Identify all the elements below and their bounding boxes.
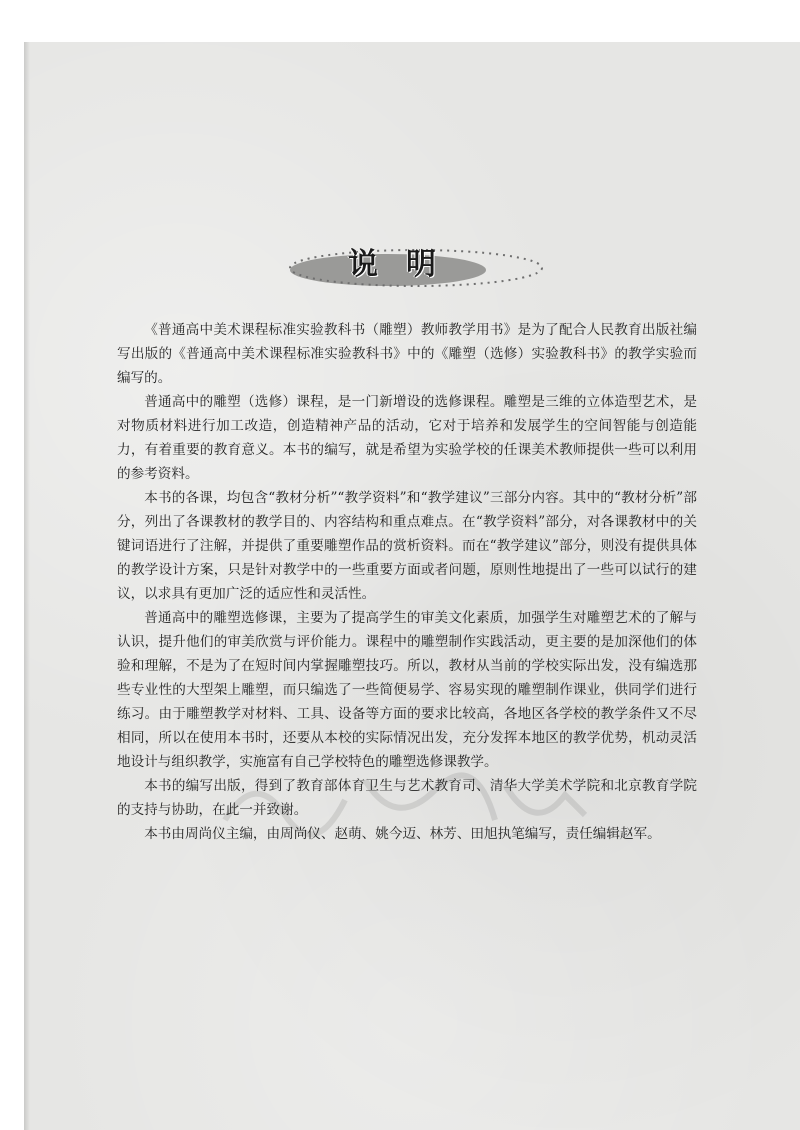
paragraph: 普通高中的雕塑（选修）课程，是一门新增设的选修课程。雕塑是三维的立体造型艺术，是对物质材料进行加工改造，创造精神产品的活动，它对于培养和发展学生的空间智能与创造能力，有着重要的教育意义。本书的编写，就是希望为实验学校的任课美术教师提供一些可以利用的参考资料。 xyxy=(117,394,697,482)
body-text xyxy=(117,318,697,846)
paragraph: 普通高中的雕塑选修课，主要为了提高学生的审美文化素质，加强学生对雕塑艺术的了解与认识，提升他们的审美欣赏与评价能力。课程中的雕塑制作实践活动，更主要的是加深他们的体验和理解，不是为了在短时间内掌握雕塑技巧。所以，教材从当前的学校实际出发，没有编选那些专业性的大型架上雕塑，而只编选了一些简便易学、容易实现的雕塑制作课业，供同学们进行练习。由于雕塑教学对材料、工具、设备等方面的要求比较高，各地区各学校的教学条件又不尽相同，所以在使用本书时，还要从本校的实际情况出发，充分发挥本地区的教学优势，机动灵活地设计与组织教学，实施富有自己学校特色的雕塑选修课教学。 xyxy=(117,610,697,770)
paragraph: 本书的各课，均包含“教材分析”“教学资料”和“教学建议”三部分内容。其中的“教材分析”部分，列出了各课教材的教学目的、内容结构和重点难点。在“教学资料”部分，对各课教材中的关键词语进行了注解，并提供了重要雕塑作品的赏析资料。而在“教学建议”部分，则没有提供具体的教学设计方案，只是针对教学中的一些重要方面或者问题，原则性地提出了一些可以试行的建议，以求具有更加广泛的适应性和灵活性。 xyxy=(117,490,697,602)
title-block xyxy=(288,240,548,300)
page-edge-shadow xyxy=(24,42,30,1130)
paragraph: 本书由周尚仪主编，由周尚仪、赵萌、姚今迈、林芳、田旭执笔编写，责任编辑赵军。 xyxy=(144,826,661,842)
page-title: 说明 xyxy=(348,247,464,282)
paragraph: 《普通高中美术课程标准实验教科书（雕塑）教师教学用书》是为了配合人民教育出版社编写出版的《普通高中美术课程标准实验教科书》中的《雕塑（选修）实验教科书》的教学实验而编写的。 xyxy=(117,322,697,386)
paragraph: 本书的编写出版，得到了教育部体育卫生与艺术教育司、清华大学美术学院和北京教育学院的支持与协助，在此一并致谢。 xyxy=(117,778,697,818)
